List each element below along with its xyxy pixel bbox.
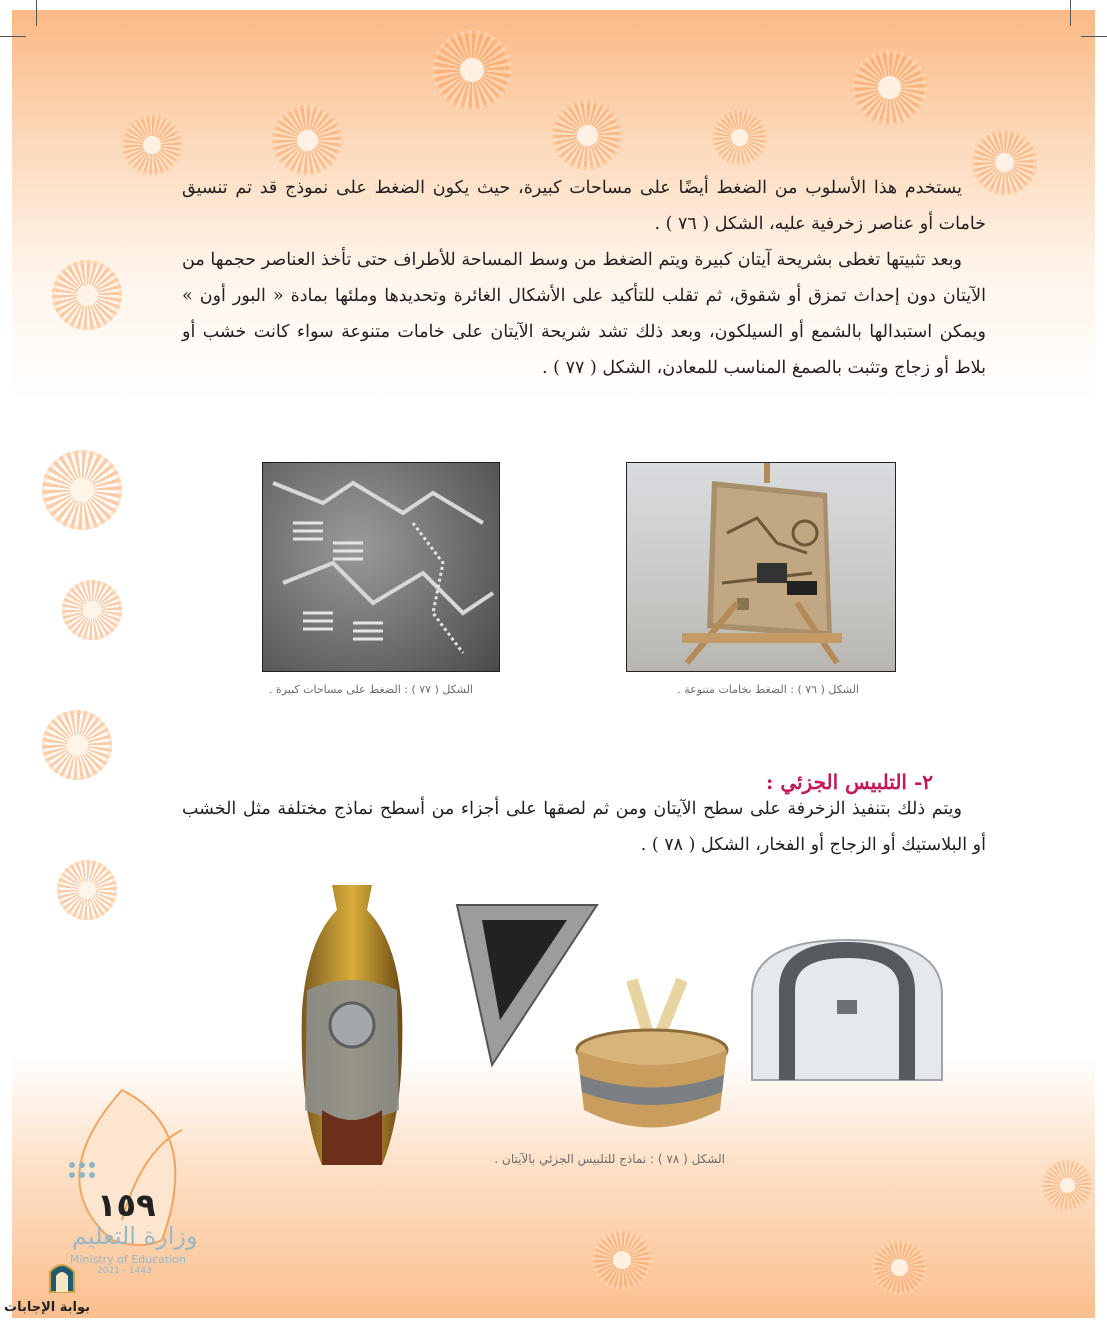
decorative-flower (42, 450, 122, 530)
decorative-box-image (747, 935, 947, 1085)
gate-logo-icon (46, 1258, 78, 1294)
figure-76-image (626, 462, 896, 672)
decorative-flower (62, 580, 122, 640)
decorative-flower (872, 1240, 927, 1295)
section-paragraph: ويتم ذلك بتنفيذ الزخرفة على سطح الآيتان ومن ثم لصقها على أجزاء من أسطح نماذج مختلفة مثل الخشب أو البلاستيك أو الزجاج أو الفخار، الشكل ( ٧٨ ) . (182, 799, 986, 855)
decorative-flower (712, 110, 767, 165)
decorative-flower (1042, 1160, 1092, 1210)
figure-77-caption: الشكل ( ٧٧ ) : الضغط على مساحات كبيرة . (268, 683, 473, 696)
decorative-flower (552, 100, 622, 170)
decorative-flower (122, 115, 182, 175)
crop-mark (0, 36, 26, 37)
decorative-flower (272, 105, 342, 175)
section-text (182, 791, 986, 863)
paragraph-1: يستخدم هذا الأسلوب من الضغط أيضًا على مساحات كبيرة، حيث يكون الضغط على نموذج قد تم تنسيق خامات أو عناصر زخرفية عليه، الشكل ( ٧٦ ) . (182, 178, 986, 234)
decorative-flower (432, 30, 512, 110)
decorative-flower (57, 860, 117, 920)
wooden-bowl-image (572, 970, 732, 1150)
decorative-flower (592, 1230, 652, 1290)
figure-78-images (292, 880, 952, 1180)
crop-mark (1081, 36, 1107, 37)
crop-mark (36, 0, 37, 26)
decorative-flower (852, 50, 927, 125)
ministry-name-arabic: وزارة التعليم (72, 1222, 198, 1250)
vase-image (297, 880, 407, 1170)
textbook-page (12, 10, 1095, 1318)
figure-78-caption: الشكل ( ٧٨ ) : نماذج للتلبيس الجزئي بالآيتان . (494, 1152, 725, 1166)
intro-text (182, 170, 986, 386)
page-number: ١٥٩ (97, 1186, 156, 1224)
crop-mark (1070, 0, 1071, 26)
figure-76-caption: الشكل ( ٧٦ ) : الضغط بخامات متنوعة . (677, 683, 859, 696)
watermark-text: بوابة الإجابات (4, 1300, 90, 1315)
section-heading: ٢- التلبيس الجزئي : (765, 770, 933, 794)
figure-77-image (262, 462, 500, 672)
ministry-name-english: Ministry of Education (70, 1253, 187, 1266)
decorative-flower (42, 710, 112, 780)
decorative-flower (52, 260, 122, 330)
paragraph-2: وبعد تثبيتها تغطى بشريحة آيتان كبيرة ويتم الضغط من وسط المساحة للأطراف حتى تأخذ العناصر حجمها من الآيتان دون إحداث تمزق أو شقوق، ثم تقلب للتأكيد على الأشكال الغائرة وتحديدها وملئها بمادة « البور أون » ويمكن استبدالها بالشمع أو السيلكون، وبعد ذلك تشد شريحة الآيتان على خامات متنوعة سواء كانت خشب أو بلاط أو زجاج وتثبت بالصمغ المناسب للمعادن، الشكل ( ٧٧ ) . (182, 250, 986, 378)
ministry-year: 2021 - 1443 (97, 1266, 152, 1276)
